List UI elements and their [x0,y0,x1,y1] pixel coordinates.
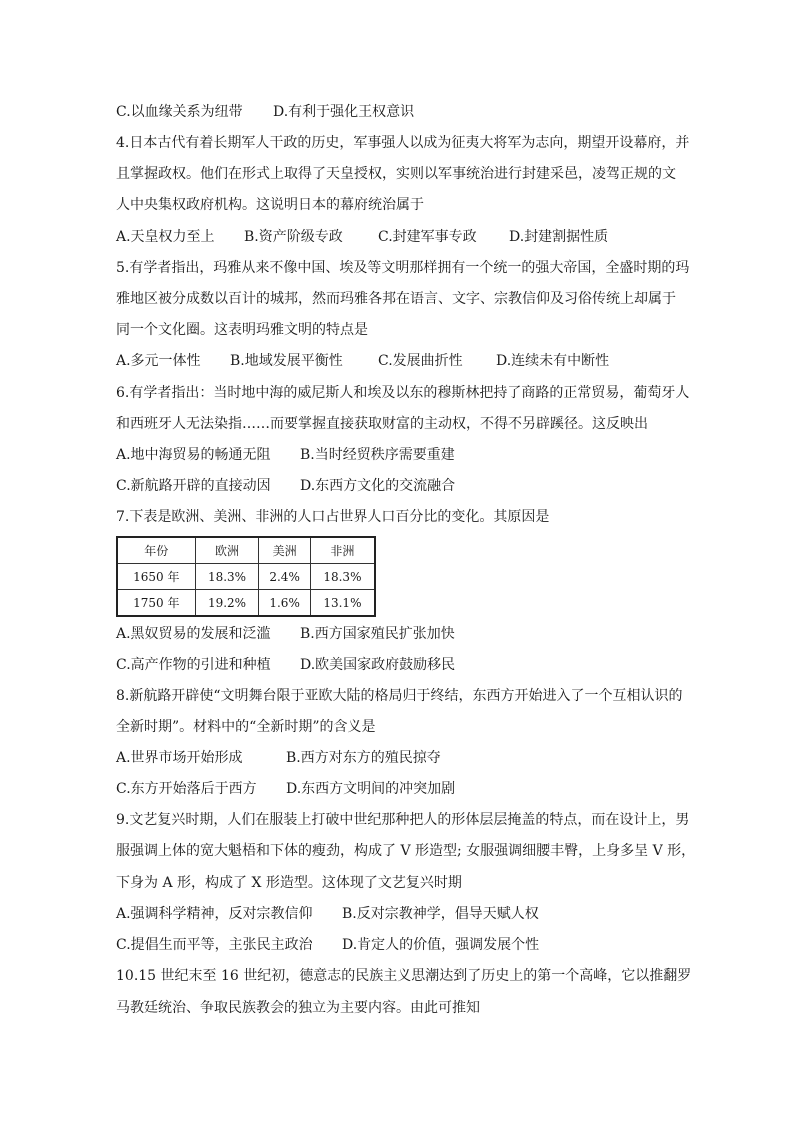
q7-option-d: D.欧美国家政府鼓励移民 [300,657,456,673]
table-header-row [117,537,375,564]
q3-options-cd [116,102,686,122]
q7-option-a: A.黑奴贸易的发展和泛滥 [116,626,271,642]
q4-option-b: B.资产阶级专政 [244,229,343,245]
table-header: 欧洲 [195,537,259,564]
q8-option-a: A.世界市场开始形成 [116,750,243,766]
table-cell: 1650 年 [117,564,195,590]
q10-stem-line-2: 马教廷统治、争取民族教会的独立为主要内容。由此可推知 [116,1000,480,1016]
q8-stem-line-2: 全新时期”。材料中的“全新时期”的含义是 [116,719,376,735]
q4-option-d: D.封建割据性质 [509,229,609,245]
table-cell: 18.3% [310,564,375,590]
q9-option-c: C.提倡生而平等，主张民主政治 [116,937,313,953]
q8-option-d: D.东西方文明间的冲突加剧 [286,781,456,797]
table-cell: 2.4% [259,564,310,590]
q7-stem-line-1: 7.下表是欧洲、美洲、非洲的人口占世界人口百分比的变化。其原因是 [116,509,550,525]
table-cell: 1.6% [259,590,310,617]
q9-options-cd [116,935,686,955]
q6-option-c: C.新航路开辟的直接动因 [116,478,271,494]
table-row [117,590,375,617]
q9-stem-line-1: 9.文艺复兴时期，人们在服装上打破中世纪那种把人的形体层层掩盖的特点，而在设计上，男 [116,812,690,828]
q7-option-b: B.西方国家殖民扩张加快 [300,626,455,642]
q9-stem-line-2: 服强调上体的宽大魁梧和下体的瘦劲，构成了 V 形造型; 女服强调细腰丰臀，上身多呈 V 形， [116,843,696,859]
q9-option-a: A.强调科学精神，反对宗教信仰 [116,906,313,922]
table-cell: 1750 年 [117,590,195,617]
q7-options-ab [116,624,686,644]
q8-options-cd [116,779,686,799]
q4-option-c: C.封建军事专政 [378,229,477,245]
q6-option-a: A.地中海贸易的畅通无阻 [116,447,271,463]
table-cell: 13.1% [310,590,375,617]
q5-option-b: B.地域发展平衡性 [230,353,343,369]
q5-stem-line-1: 5.有学者指出，玛雅从来不像中国、埃及等文明那样拥有一个统一的强大帝国，全盛时期的玛 [116,260,690,276]
q6-stem-line-1: 6.有学者指出：当时地中海的威尼斯人和埃及以东的穆斯林把持了商路的正常贸易，葡萄牙人 [116,385,690,401]
q4-stem-line-1: 4.日本古代有着长期军人干政的历史，军事强人以成为征夷大将军为志向，期望开设幕府，并 [116,135,690,151]
q4-option-a: A.天皇权力至上 [116,229,215,245]
q6-option-b: B.当时经贸秩序需要重建 [300,447,455,463]
table-cell: 18.3% [195,564,259,590]
q4-stem-line-3: 人中央集权政府机构。这说明日本的幕府统治属于 [116,197,424,213]
table-row [117,564,375,590]
q3-option-c: C.以血缘关系为纽带 [116,104,243,120]
table-header: 非洲 [310,537,375,564]
q9-options-ab [116,904,686,924]
q5-option-d: D.连续未有中断性 [496,353,610,369]
q6-option-d: D.东西方文化的交流融合 [300,478,456,494]
table-header: 美洲 [259,537,310,564]
q8-option-c: C.东方开始落后于西方 [116,781,257,797]
q6-options-cd [116,476,686,496]
q10-stem-line-1: 10.15 世纪末至 16 世纪初，德意志的民族主义思潮达到了历史上的第一个高峰，它以推翻罗 [116,968,692,984]
q6-stem-line-2: 和西班牙人无法染指……而要掌握直接获取财富的主动权，不得不另辟蹊径。这反映出 [116,416,648,432]
q5-stem-line-3: 同一个文化圈。这表明玛雅文明的特点是 [116,322,368,338]
q4-options [116,227,686,247]
table-cell: 19.2% [195,590,259,617]
q8-stem-line-1: 8.新航路开辟使“文明舞台限于亚欧大陆的格局归于终结，东西方开始进入了一个互相认识的 [116,688,683,704]
population-table [116,536,376,617]
q9-stem-line-3: 下身为 A 形，构成了 X 形造型。这体现了文艺复兴时期 [116,875,462,891]
q5-stem-line-2: 雅地区被分成数以百计的城邦，然而玛雅各邦在语言、文字、宗教信仰及习俗传统上却属于 [116,291,676,307]
table-header: 年份 [117,537,195,564]
q8-options-ab [116,748,686,768]
q5-options [116,351,686,371]
q3-option-d: D.有利于强化王权意识 [273,104,415,120]
q4-stem-line-2: 且掌握政权。他们在形式上取得了天皇授权，实则以军事统治进行封建采邑，凌驾正规的文 [116,166,676,182]
q9-option-b: B.反对宗教神学，倡导天赋人权 [342,906,539,922]
q7-options-cd [116,655,686,675]
q6-options-ab [116,445,686,465]
q5-option-a: A.多元一体性 [116,353,201,369]
q9-option-d: D.肯定人的价值，强调发展个性 [342,937,540,953]
q8-option-b: B.西方对东方的殖民掠夺 [286,750,441,766]
q7-option-c: C.高产作物的引进和种植 [116,657,271,673]
q5-option-c: C.发展曲折性 [378,353,463,369]
